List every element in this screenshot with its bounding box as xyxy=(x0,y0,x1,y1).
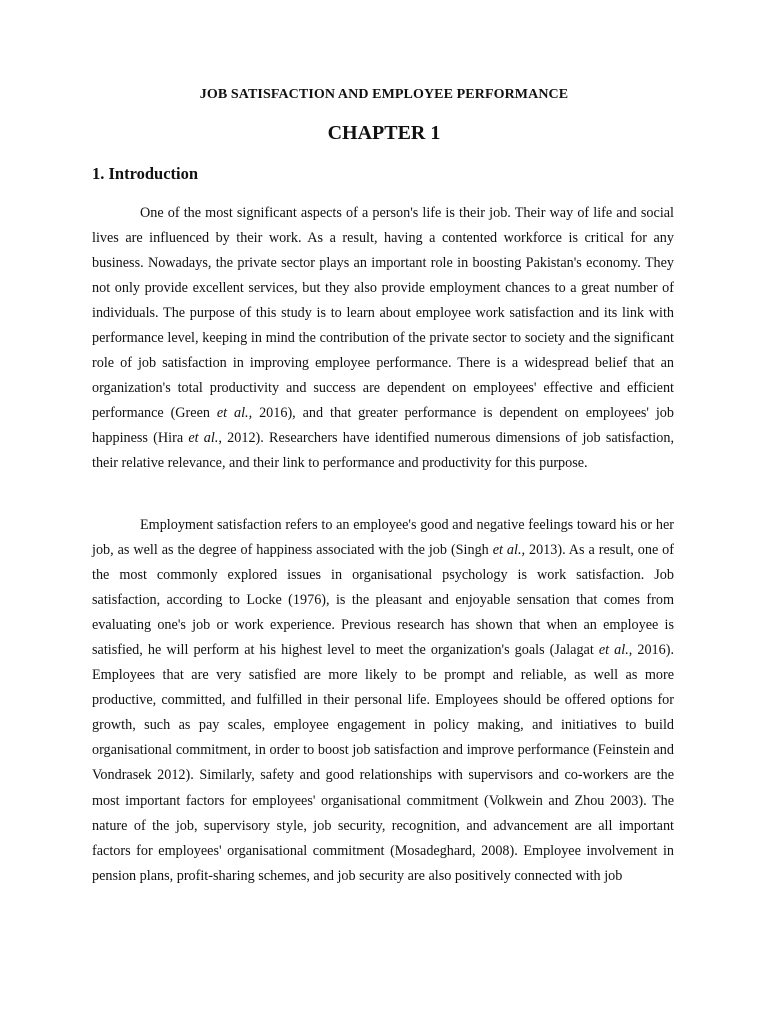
text-run-italic: et al., xyxy=(492,542,526,559)
text-run: 2012). Researchers have identified numerous dimensions of job satisfaction, their relative relevance, and their link to performance and productivity for this purpose. xyxy=(92,430,674,472)
paragraph-1 xyxy=(92,201,674,477)
chapter-title: CHAPTER 1 xyxy=(327,122,441,144)
section-heading: 1. Introduction xyxy=(92,164,199,183)
paragraph-2 xyxy=(92,513,674,889)
document-title: JOB SATISFACTION AND EMPLOYEE PERFORMANCE xyxy=(199,87,569,102)
text-run: 2016). Employees that are very satisfied are more likely to be prompt and reliable, as well as more productive, committed, and fulfilled in their personal life. Employees should be offered options for growth, such as pay scales, employee engagement in policy making, and initiatives to build organisational commitment, in order to boost job satisfaction and improve performance (Feinstein and Vondrasek 2012). Similarly, safety and good relationships with supervisors and co-workers are the most important factors for employees' organisational commitment (Volkwein and Zhou 2003). The nature of the job, supervisory style, job security, recognition, and advancement are all important factors for employees' organisational commitment (Mosadeghard, 2008). Employee involvement in pension plans, profit-sharing schemes, and job security are also positively connected with job xyxy=(92,642,674,884)
text-run-italic: et al., xyxy=(216,405,253,422)
text-run: Employment satisfaction refers to an employee's good and negative feelings toward his or her job, as well as the degree of happiness associated with the job (Singh xyxy=(92,517,674,559)
text-run: 2016), and that greater performance is dependent on employees' job happiness (Hira xyxy=(92,405,674,447)
text-run: One of the most significant aspects of a person's life is their job. Their way of life and social lives are influenced by their work. As a result, having a contented workforce is critical for any business. Nowadays, the private sector plays an important role in boosting Pakistan's economy. They not only provide excellent services, but they also provide employment chances to a great number of individuals. The purpose of this study is to learn about employee work satisfaction and its link with performance level, keeping in mind the contribution of the private sector to society and the significant role of job satisfaction in improving employee performance. There is a widespread belief that an organization's total productivity and success are dependent on employees' effective and efficient performance (Green xyxy=(92,205,674,422)
text-run-italic: et al., xyxy=(188,430,222,447)
text-run: 2013). As a result, one of the most commonly explored issues in organisational psychology is work satisfaction. Job satisfaction, according to Locke (1976), is the pleasant and enjoyable sensation that comes from evaluating one's job or work experience. Previous research has shown that when an employee is satisfied, he will perform at his highest level to meet the organization's goals (Jalagat xyxy=(92,542,674,659)
text-run-italic: et al., xyxy=(598,642,633,659)
